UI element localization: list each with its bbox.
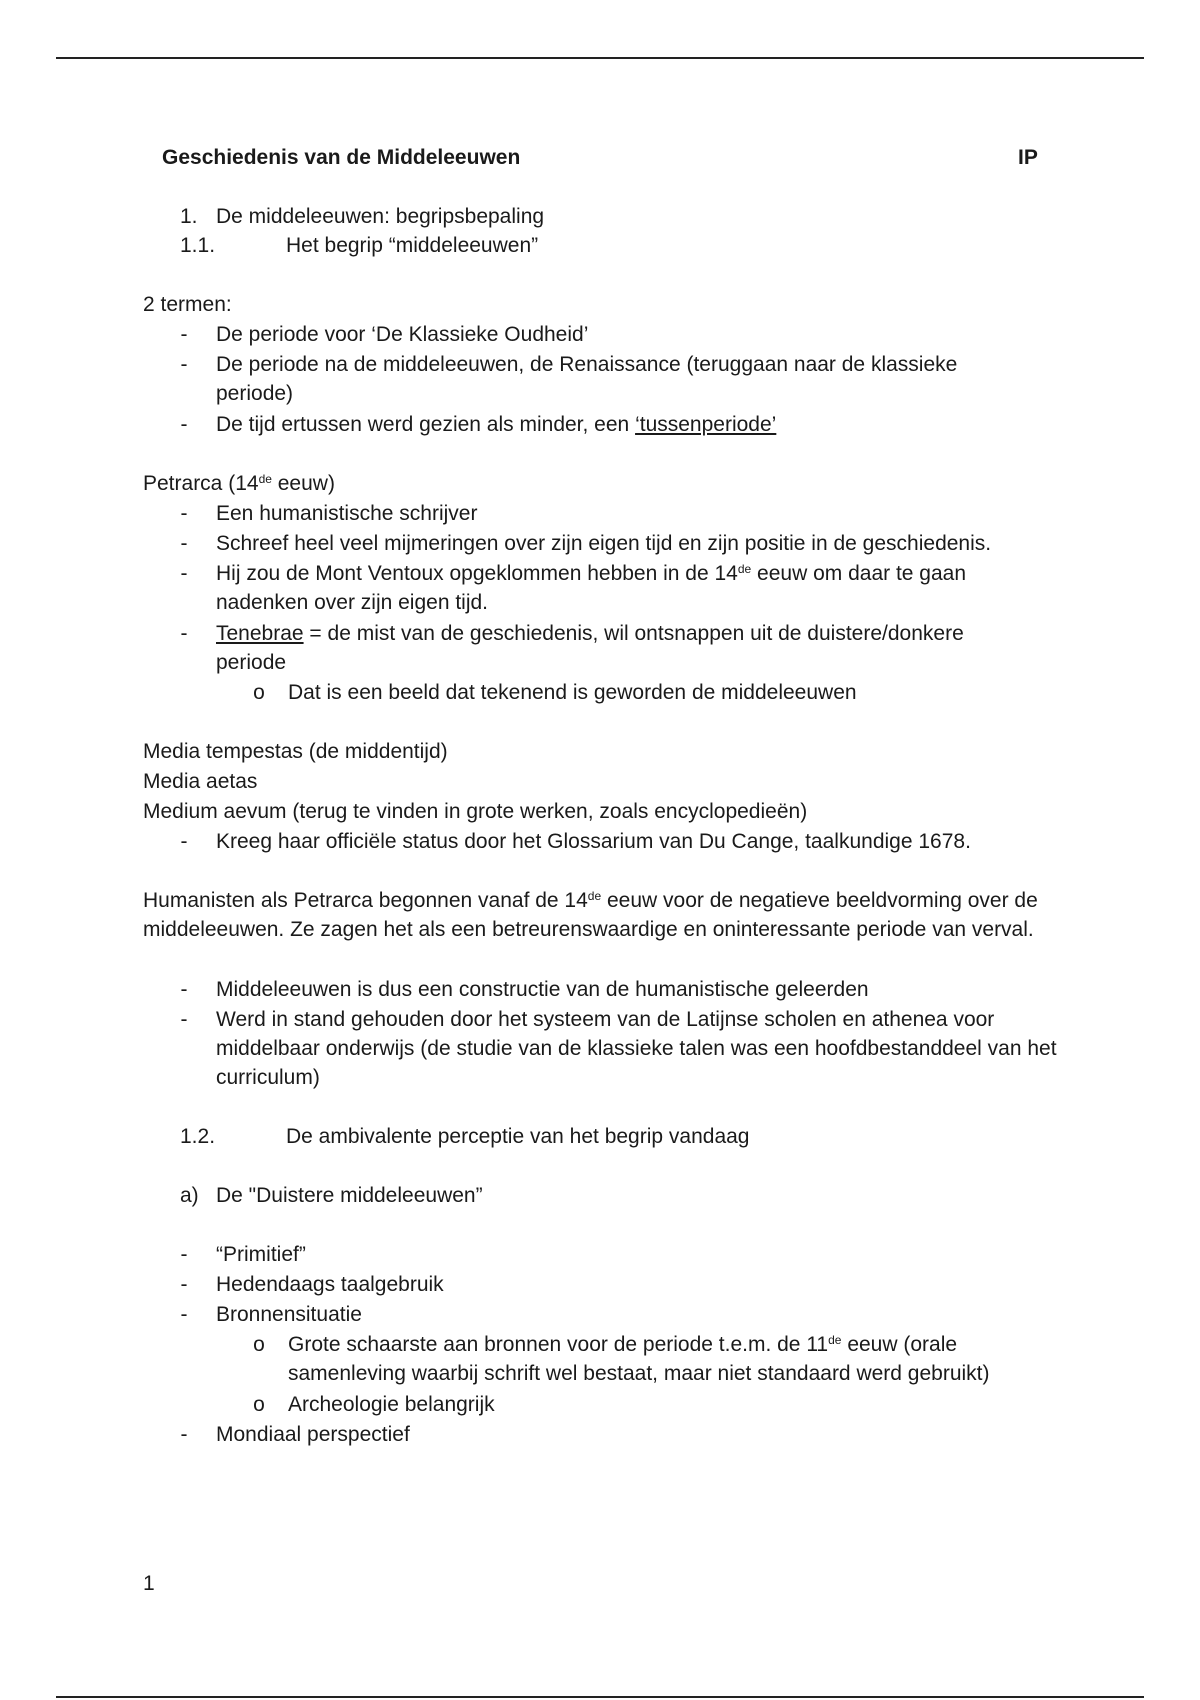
list-item: De periode voor ‘De Klassieke Oudheid’ (216, 323, 589, 346)
section-1-title: De middeleeuwen: begripsbepaling (216, 205, 545, 228)
list-item: Hedendaags taalgebruik (216, 1273, 444, 1296)
list-item: Bronnensituatie (216, 1303, 362, 1326)
list-item: Kreeg haar officiële status door het Glossarium van Du Cange, taalkundige 1678. (216, 830, 971, 853)
underlined-term: Tenebrae (216, 622, 304, 645)
dash-bullet: - (180, 502, 188, 525)
section-1-1-number: 1.1. (180, 234, 216, 257)
petrarca-heading (143, 469, 335, 498)
footer-rule (56, 1696, 1144, 1698)
sub-list-item: Dat is een beeld dat tekenend is geworden de middeleeuwen (288, 681, 857, 704)
paragraph-text: eeuw voor de negatieve beeldvorming over de middeleeuwen. Ze zagen het als een betreurenswaardige en oninteressante periode van verval. (143, 889, 1038, 941)
media-line: Media tempestas (de middentijd) (143, 740, 448, 763)
list-item: Mondiaal perspectief (216, 1423, 410, 1446)
heading-text: eeuw) (271, 472, 335, 495)
dash-bullet: - (180, 353, 188, 376)
document-tag: IP (1018, 146, 1038, 169)
list-item-text: Hij zou de Mont Ventoux opgeklommen hebben in de 14 (216, 562, 738, 585)
list-item (216, 559, 1036, 617)
media-line: Medium aevum (terug te vinden in grote werken, zoals encyclopedieën) (143, 800, 808, 823)
section-1-1-title: Het begrip “middeleeuwen” (286, 234, 539, 257)
section-1-2-title: De ambivalente perceptie van het begrip vandaag (286, 1125, 750, 1148)
list-item: “Primitief” (216, 1243, 306, 1266)
dash-bullet: - (180, 1008, 188, 1031)
superscript: de (587, 889, 602, 903)
dash-bullet: - (180, 532, 188, 555)
circle-bullet: o (253, 1393, 265, 1416)
list-item (216, 619, 1036, 677)
heading-text: Petrarca (14 (143, 472, 259, 495)
page-number: 1 (143, 1572, 155, 1595)
dash-bullet: - (180, 323, 188, 346)
dash-bullet: - (180, 1273, 188, 1296)
paragraph-text: Humanisten als Petrarca begonnen vanaf de 14 (143, 889, 588, 912)
list-item: Een humanistische schrijver (216, 502, 478, 525)
list-item: De periode na de middeleeuwen, de Renaissance (teruggaan naar de klassieke periode) (216, 353, 958, 405)
dash-bullet: - (180, 1243, 188, 1266)
document-title: Geschiedenis van de Middeleeuwen (162, 146, 521, 169)
list-item-text: Grote schaarste aan bronnen voor de periode t.e.m. de 11 (288, 1333, 829, 1356)
sub-list-item: Archeologie belangrijk (288, 1393, 495, 1416)
superscript: de (828, 1333, 842, 1347)
dash-bullet: - (180, 830, 188, 853)
dash-bullet: - (180, 978, 188, 1001)
list-item (216, 410, 776, 439)
circle-bullet: o (253, 1333, 265, 1356)
dash-bullet: - (180, 622, 188, 645)
list-item-text: = de mist van de geschiedenis, wil ontsnappen uit de duistere/donkere periode (216, 622, 964, 674)
section-a-number: a) (180, 1184, 199, 1207)
header-rule (56, 57, 1144, 59)
dash-bullet: - (180, 562, 188, 585)
humanisten-paragraph (143, 886, 1073, 944)
superscript: de (258, 472, 272, 486)
circle-bullet: o (253, 681, 265, 704)
list-item: Werd in stand gehouden door het systeem van de Latijnse scholen en athenea voor middelbaar onderwijs (de studie van de klassieke talen was een hoofdbestanddeel van het curriculum) (216, 1008, 1057, 1089)
list-item: Middeleeuwen is dus een constructie van de humanistische geleerden (216, 978, 869, 1001)
dash-bullet: - (180, 413, 188, 436)
dash-bullet: - (180, 1303, 188, 1326)
sub-list-item (288, 1330, 1078, 1388)
underlined-term: ‘tussenperiode’ (635, 413, 777, 436)
section-1-2-number: 1.2. (180, 1125, 216, 1148)
list-item-text: eeuw om daar te gaan nadenken over zijn eigen tijd. (216, 562, 967, 614)
section-1-number: 1. (180, 205, 198, 228)
list-item-text: eeuw (orale samenleving waarbij schrift wel bestaat, maar niet standaard werd gebruikt) (288, 1333, 990, 1385)
termen-heading: 2 termen: (143, 293, 232, 316)
media-line: Media aetas (143, 770, 258, 793)
list-item: Schreef heel veel mijmeringen over zijn eigen tijd en zijn positie in de geschiedenis. (216, 532, 992, 555)
superscript: de (737, 562, 752, 576)
dash-bullet: - (180, 1423, 188, 1446)
list-item-text: De tijd ertussen werd gezien als minder, een (216, 413, 636, 436)
section-a-title: De "Duistere middeleeuwen” (216, 1184, 483, 1207)
